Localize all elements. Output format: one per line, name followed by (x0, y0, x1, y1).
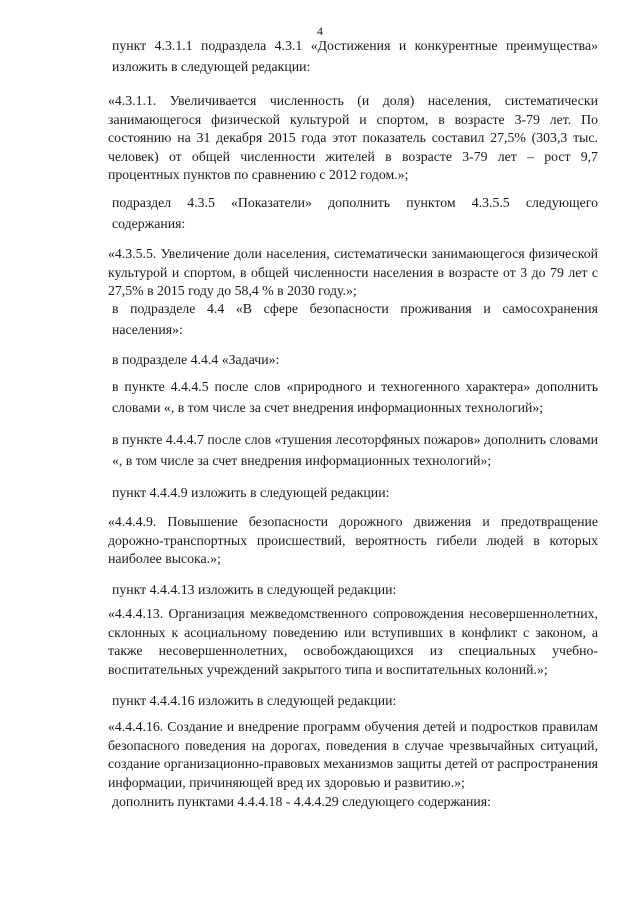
paragraph-6: в подразделе 4.4.4 «Задачи»: (112, 352, 280, 367)
paragraph-4: «4.3.5.5. Увеличение доли населения, систематически занимающегося физической культурой и спортом, в общей численности населения в возрасте от 3 до 79 лет с 27,5% в 2015 году до 58,4 % в 2030 году.»; (108, 246, 598, 298)
paragraph-7: в пункте 4.4.4.5 после слов «природного и техногенного характера» дополнить словами «, в том числе за счет внедрения информационных технологий»; (112, 379, 598, 415)
paragraph-9: пункт 4.4.4.9 изложить в следующей редакции: (112, 485, 390, 500)
paragraph-15: дополнить пунктами 4.4.4.18 - 4.4.4.29 следующего содержания: (112, 794, 491, 809)
paragraph-1: пункт 4.3.1.1 подраздела 4.3.1 «Достижения и конкурентные преимущества» изложить в следующей редакции: (112, 38, 598, 74)
paragraph-13: пункт 4.4.4.16 изложить в следующей редакции: (112, 693, 397, 708)
paragraph-2: «4.3.1.1. Увеличивается численность (и доля) населения, систематически занимающегося физической культурой и спортом, в возрасте 3-79 лет. По состоянию на 31 декабря 2015 года этот показатель составил 27,5% (303,3 тыс. человек) от общей численности жителей в возрасте 3-79 лет – рост 9,7 процентных пунктов по сравнению с 2012 годом.»; (108, 93, 598, 182)
paragraph-14: «4.4.4.16. Создание и внедрение программ обучения детей и подростков правилам безопасного поведения на дорогах, поведения в случае чрезвычайных ситуаций, создание организационно-правовых механизмов защиты детей от распространения информации, причиняющей вред их здоровью и развитию.»; (108, 719, 598, 790)
paragraph-8: в пункте 4.4.4.7 после слов «тушения лесоторфяных пожаров» дополнить словами «, в том числе за счет внедрения информационных технологий»; (112, 432, 598, 468)
paragraph-5: в подразделе 4.4 «В сфере безопасности проживания и самосохранения населения»: (112, 301, 598, 337)
page-number: 4 (317, 24, 323, 38)
paragraph-12: «4.4.4.13. Организация межведомственного сопровождения несовершеннолетних, склонных к асоциальному поведению или вступивших в конфликт с законом, а также несовершеннолетних, освобождающихся из специальных учебно-воспитательных учреждений закрытого типа и воспитательных колоний.»; (108, 606, 598, 677)
paragraph-11: пункт 4.4.4.13 изложить в следующей редакции: (112, 582, 397, 597)
paragraph-3: подраздел 4.3.5 «Показатели» дополнить пунктом 4.3.5.5 следующего содержания: (112, 195, 598, 231)
paragraph-10: «4.4.4.9. Повышение безопасности дорожного движения и предотвращение дорожно-транспортных происшествий, вероятность гибели людей в которых наиболее высока.»; (108, 514, 598, 566)
